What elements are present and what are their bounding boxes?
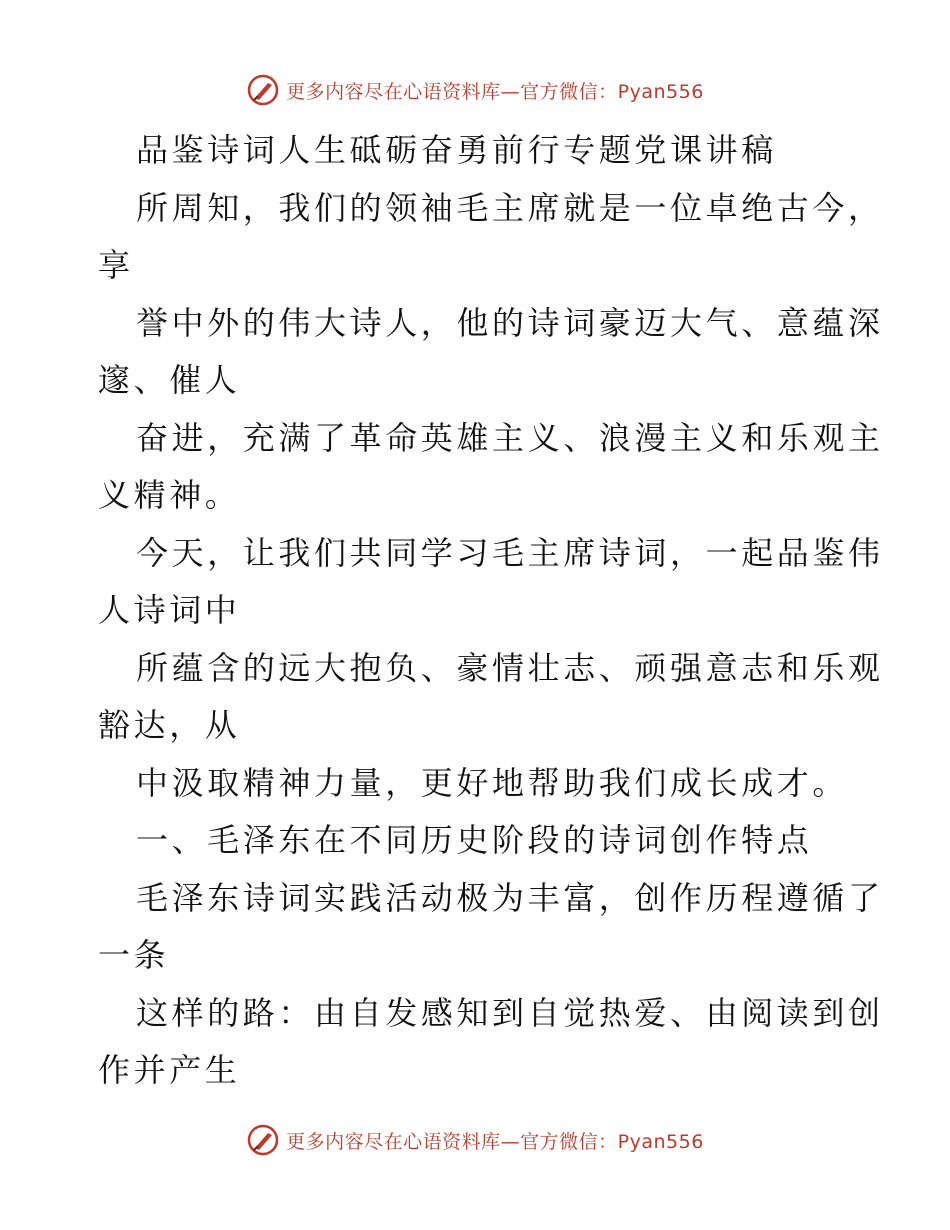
wechat-id: Pyan556	[617, 1130, 704, 1153]
text-line: 邃、催人	[98, 361, 241, 399]
text-line: 作并产生	[98, 1051, 241, 1089]
text-line: 一、毛泽东在不同历史阶段的诗词创作特点	[136, 821, 813, 859]
quill-logo-icon	[246, 73, 280, 107]
text-line: 豁达，从	[98, 706, 241, 744]
text-line: 誉中外的伟大诗人，他的诗词豪迈大气、意蕴深	[136, 303, 884, 342]
watermark-text: 更多内容尽在心语资料库—官方微信：Pyan556	[286, 80, 704, 103]
text-line: 所蕴含的远大抱负、豪情壮志、顽强意志和乐观	[136, 648, 884, 687]
watermark-text: 更多内容尽在心语资料库—官方微信：Pyan556	[286, 1130, 704, 1153]
text-line: 毛泽东诗词实践活动极为丰富，创作历程遵循了	[136, 878, 884, 917]
footer-watermark-banner	[0, 1120, 950, 1160]
header-watermark-banner	[0, 70, 950, 110]
document-body	[98, 122, 884, 1100]
text-line: 一条	[98, 936, 170, 974]
quill-logo-icon	[246, 1123, 280, 1157]
wechat-id: Pyan556	[617, 80, 704, 103]
text-line: 奋进，充满了革命英雄主义、浪漫主义和乐观主	[136, 418, 884, 457]
text-line: 人诗词中	[98, 591, 241, 629]
text-line: 享	[98, 246, 134, 284]
text-line: 这样的路：由自发感知到自觉热爱、由阅读到创	[136, 993, 884, 1032]
text-line: 今天，让我们共同学习毛主席诗词，一起品鉴伟	[136, 533, 884, 572]
text-line: 义精神。	[98, 476, 241, 514]
text-line: 品鉴诗词人生砥砺奋勇前行专题党课讲稿	[136, 131, 777, 169]
text-line: 所周知，我们的领袖毛主席就是一位卓绝古今，	[136, 188, 884, 227]
text-line: 中汲取精神力量，更好地帮助我们成长成才。	[136, 763, 849, 802]
